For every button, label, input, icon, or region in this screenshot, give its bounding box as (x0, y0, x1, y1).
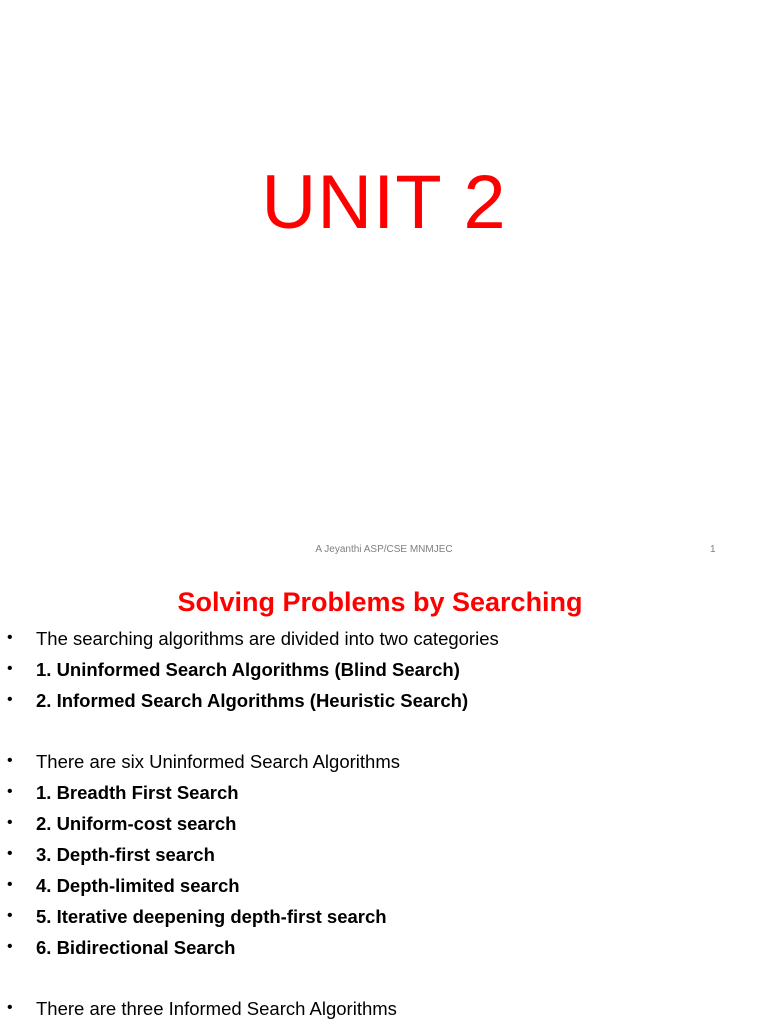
bullet-text: There are three Informed Search Algorithms (36, 998, 397, 1019)
list-item (0, 777, 768, 808)
bullet-icon: • (7, 660, 13, 677)
list-item (0, 870, 768, 901)
bullet-list (0, 623, 768, 1024)
bullet-text: 5. Iterative deepening depth-first search (36, 906, 387, 927)
bullet-icon: • (7, 907, 13, 924)
bullet-text: 6. Bidirectional Search (36, 937, 236, 958)
slide-searching (0, 570, 768, 1024)
bullet-icon: • (7, 814, 13, 831)
bullet-text: 2. Uniform-cost search (36, 813, 237, 834)
bullet-text: 3. Depth-first search (36, 844, 215, 865)
bullet-text: The searching algorithms are divided into two categories (36, 628, 499, 649)
slide-title: Solving Problems by Searching (177, 587, 583, 617)
bullet-icon: • (7, 629, 13, 646)
bullet-text: 4. Depth-limited search (36, 875, 240, 896)
list-item (0, 685, 768, 716)
list-item (0, 993, 768, 1024)
bullet-icon: • (7, 783, 13, 800)
bullet-icon: • (7, 876, 13, 893)
list-item (0, 746, 768, 777)
slide-footer: A Jeyanthi ASP/CSE MNMJEC (315, 544, 453, 555)
bullet-text: 1. Breadth First Search (36, 782, 239, 803)
unit-title: UNIT 2 (261, 160, 507, 245)
list-item (0, 808, 768, 839)
bullet-text: 2. Informed Search Algorithms (Heuristic Search) (36, 690, 469, 711)
list-item (0, 932, 768, 963)
bullet-icon: • (7, 691, 13, 708)
list-item (0, 839, 768, 870)
bullet-icon: • (7, 752, 13, 769)
list-item (0, 623, 768, 654)
bullet-text: 1. Uninformed Search Algorithms (Blind Search) (36, 659, 460, 680)
bullet-text: There are six Uninformed Search Algorithms (36, 751, 400, 772)
bullet-icon: • (7, 999, 13, 1016)
slide-page-number: 1 (710, 544, 716, 555)
list-item (0, 654, 768, 685)
bullet-icon: • (7, 845, 13, 862)
list-item (0, 901, 768, 932)
bullet-icon: • (7, 938, 13, 955)
